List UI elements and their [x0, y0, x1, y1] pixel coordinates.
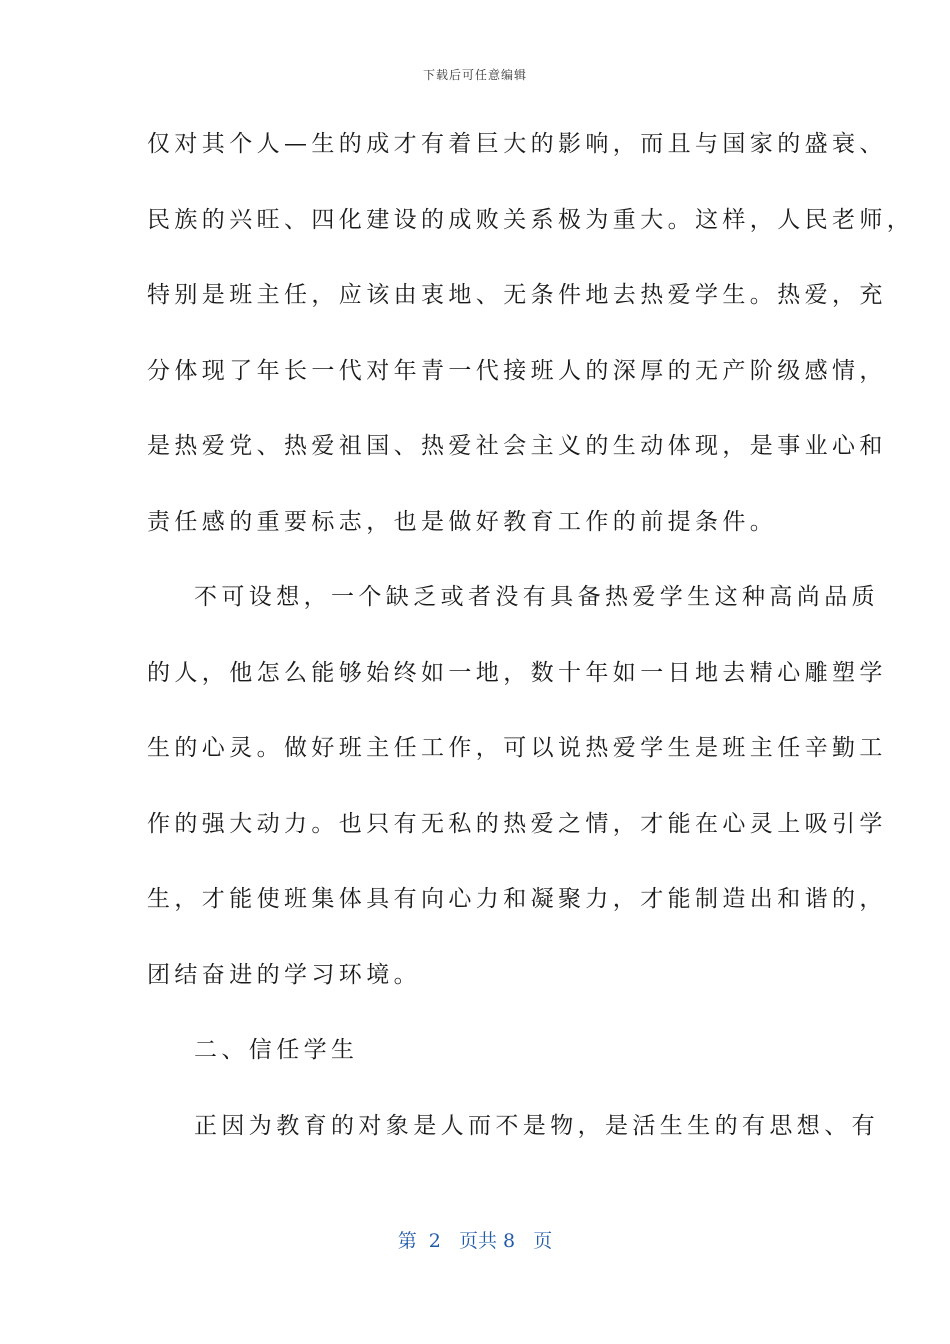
text-line: 仅对其个人—生的成才有着巨大的影响，而且与国家的盛衰、: [147, 131, 887, 157]
text-line: 作的强大动力。也只有无私的热爱之情，才能在心灵上吸引学: [147, 810, 887, 837]
text-line: 生，才能使班集体具有向心力和凝聚力，才能制造出和谐的，: [147, 886, 887, 912]
text-line: 正因为教育的对象是人而不是物，是活生生的有思想、有: [194, 1112, 879, 1139]
text-line: 的人，他怎么能够始终如一地，数十年如一日地去精心雕塑学: [147, 659, 887, 686]
header-note: 下载后可任意编辑: [422, 68, 527, 82]
document-body: [147, 124, 915, 1181]
text-line: 民族的兴旺、四化建设的成败关系极为重大。这样，人民老师，: [147, 206, 915, 233]
text-line: 责任感的重要标志，也是做好教育工作的前提条件。: [147, 508, 778, 535]
text-line: 分体现了年长一代对年青一代接班人的深厚的无产阶级感情，: [147, 357, 887, 384]
section-heading: 二、信任学生: [194, 1037, 359, 1063]
text-line: 特别是班主任，应该由衷地、无条件地去热爱学生。热爱，充: [147, 282, 887, 308]
page-number: 第 2 页共 8 页: [397, 1230, 553, 1252]
text-line: 团结奋进的学习环境。: [147, 961, 421, 988]
text-line: 不可设想，一个缺乏或者没有具备热爱学生这种高尚品质: [194, 584, 879, 610]
text-line: 生的心灵。做好班主任工作，可以说热爱学生是班主任辛勤工: [147, 735, 887, 761]
text-line: 是热爱党、热爱祖国、热爱社会主义的生动体现，是事业心和: [147, 433, 887, 459]
